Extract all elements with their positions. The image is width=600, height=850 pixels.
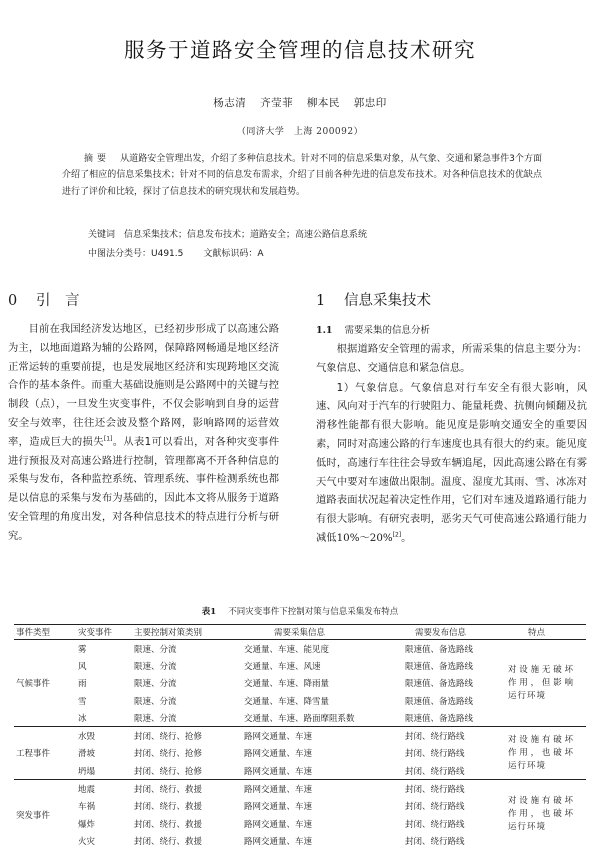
abstract-text: 从道路安全管理出发，介绍了多种信息技术。针对不同的信息采集对象，从气象、交通和紧急事件3个方面介绍了相应的信息采集技术；针对不同的信息发布需求，介绍了目前各种先进的信息发布技术。对各种信息技术的优缺点进行了评价和比较，探讨了信息技术的研究现状和发展趋势。 xyxy=(62,154,542,197)
table-number: 表1 xyxy=(201,607,217,617)
table-caption-text: 不同灾变事件下控制对策与信息采集发布特点 xyxy=(228,607,399,617)
event-cell: 火灾 xyxy=(78,836,96,847)
abstract xyxy=(62,151,542,200)
table-row xyxy=(14,727,586,745)
paper-title: 服务于道路安全管理的信息技术研究 xyxy=(124,38,476,62)
publish-info-cell: 限速值、备选路线 xyxy=(405,679,474,690)
intro-citation: [1] xyxy=(103,435,113,443)
event-cell: 雨 xyxy=(78,679,87,690)
affiliation-zip: 200092 xyxy=(316,127,354,137)
collect-info-cell: 路网交通量、车速 xyxy=(244,802,313,813)
abstract-label: 摘要 xyxy=(84,154,111,164)
table-row xyxy=(14,640,586,658)
keywords xyxy=(88,227,558,240)
table-row xyxy=(14,692,586,709)
event-type-cell: 工程事件 xyxy=(14,727,78,780)
paper-affiliation xyxy=(0,124,600,137)
feature-cell: 对设施无破坏作用，但影响运行环境 xyxy=(508,664,574,701)
control-cell: 封闭、绕行、抢修 xyxy=(134,766,203,777)
classification xyxy=(88,246,558,259)
keywords-label: 关键词 xyxy=(88,230,116,240)
event-table xyxy=(14,624,586,850)
event-cell: 风 xyxy=(78,661,87,672)
table-row xyxy=(14,762,586,780)
keywords-text: 信息采集技术；信息发布技术；道路安全；高速公路信息系统 xyxy=(124,230,368,240)
table-header: 事件类型 xyxy=(14,625,78,640)
doc-code-label: 文献标识码： xyxy=(203,249,258,259)
weather-end: 。 xyxy=(401,531,412,544)
event-type-cell: 突发事件 xyxy=(14,780,78,850)
control-cell: 封闭、绕行、救援 xyxy=(134,836,203,847)
subsection-heading xyxy=(316,323,587,339)
collect-info-cell: 交通量、车速、风速 xyxy=(244,661,321,672)
intro-text-a: 目前在我国经济发达地区，已经初步形成了以高速公路为主，以地面道路为辅的公路网，保障路网畅通是地区经济正常运转的重要前提，也是发展地区经济和实现跨地区交流合作的基本条件。而重大基础设施则是公路网中的关键与控制段（点），一旦发生灾变事件，不仅会影响到自身的运营安全与效率，往往还会波及整个路网，影响路网的运营效率，造成巨大的损失 xyxy=(8,323,279,448)
table-row xyxy=(14,780,586,798)
control-cell: 封闭、绕行、救援 xyxy=(134,780,244,798)
section1-paragraph-2 xyxy=(316,379,587,548)
intro-heading xyxy=(8,290,279,312)
table-row xyxy=(14,657,586,674)
collect-info-cell: 路网交通量、车速 xyxy=(244,836,313,847)
control-cell: 限速、分流 xyxy=(134,696,177,707)
paper-authors: 杨志清 齐莹菲 柳本民 郭忠印 xyxy=(213,97,387,109)
table-row xyxy=(14,745,586,762)
intro-paragraph xyxy=(8,320,279,546)
control-cell: 封闭、绕行、救援 xyxy=(134,802,203,813)
clc-label: 中图法分类号： xyxy=(88,249,152,259)
table-row xyxy=(14,675,586,692)
table-header: 灾变事件 xyxy=(78,625,134,640)
publish-info-cell: 封闭、绕行路线 xyxy=(405,749,465,760)
control-cell: 限速、分流 xyxy=(134,661,177,672)
intro-title: 引 言 xyxy=(36,293,80,309)
doc-code: A xyxy=(257,249,264,259)
table-caption xyxy=(0,605,600,617)
affiliation-text: （同济大学 上海 xyxy=(236,127,317,137)
publish-info-cell: 封闭、绕行路线 xyxy=(405,802,465,813)
control-cell: 限速、分流 xyxy=(134,679,177,690)
table-header: 需要发布信息 xyxy=(405,625,508,640)
weather-text: 1）气象信息。气象信息对行车安全有很大影响，风速、风向对于汽车的行驶阻力、能量耗费、抗侧向倾翻及抗滑移性能都有很大影响。能见度是影响交通安全的重要因素，同时对高速公路的行车速度也具有很大的约束。能见度低时，高速行车往往会导致车辆追尾，因此高速公路在有雾天气中要对车速做出限制。温度、湿度尤其雨、雪、冰冻对道路表面状况起着决定性作用，它们对车速及道路通行能力有很大影响。有研究表明，恶劣天气可使高速公路通行能力减低 xyxy=(316,381,587,544)
collect-info-cell: 路网交通量、车速 xyxy=(244,766,313,777)
event-cell: 坍塌 xyxy=(78,766,96,777)
table-row xyxy=(14,798,586,815)
collect-info-cell: 交通量、车速、路面摩阻系数 xyxy=(244,713,355,724)
clc-code: U491.5 xyxy=(151,249,184,259)
feature-cell: 对设施有破坏作用，也破坏运行环境 xyxy=(508,780,586,850)
control-cell: 封闭、绕行、救援 xyxy=(134,819,203,830)
collect-info-cell: 交通量、车速、降雪量 xyxy=(244,696,330,707)
publish-info-cell: 封闭、绕行路线 xyxy=(405,766,465,777)
publish-info-cell: 限速值、备选路线 xyxy=(405,696,474,707)
subsection-number: 1.1 xyxy=(316,325,333,336)
event-cell: 冰 xyxy=(78,713,87,724)
publish-info-cell: 限速值、备选路线 xyxy=(405,644,474,655)
control-cell: 封闭、绕行、抢修 xyxy=(134,727,244,745)
publish-info-cell: 封闭、绕行路线 xyxy=(405,727,508,745)
collect-info-cell: 交通量、车速、降雨量 xyxy=(244,679,330,690)
section1-number: 1 xyxy=(316,293,326,309)
event-cell: 滑坡 xyxy=(78,749,96,760)
intro-text-b: 。从表1可以看出，对各种灾变事件进行预报及对高速公路进行控制，管理都离不开各种信息的采集与发布，各种监控系统、管理系统、事件检测系统也都是以信息的采集与发布为基础的，因此本文将从服务于道路安全管理的角度出发，对各种信息技术的特点进行分析与研究。 xyxy=(8,435,280,542)
publish-info-cell: 限速值、备选路线 xyxy=(405,713,474,724)
publish-info-cell: 限速值、备选路线 xyxy=(405,661,474,672)
table-body xyxy=(14,640,586,850)
table-row xyxy=(14,709,586,727)
collect-info-cell: 路网交通量、车速 xyxy=(244,727,405,745)
publish-info-cell: 封闭、绕行路线 xyxy=(405,819,465,830)
section1-heading xyxy=(316,290,587,312)
table-header-row xyxy=(14,625,586,640)
control-cell: 限速、分流 xyxy=(134,644,177,655)
right-column xyxy=(316,290,587,548)
collect-info-cell: 交通量、车速、能见度 xyxy=(244,644,330,655)
event-cell: 水毁 xyxy=(78,727,134,745)
event-cell: 雪 xyxy=(78,696,87,707)
event-type-cell: 气候事件 xyxy=(16,679,51,690)
control-cell: 封闭、绕行、抢修 xyxy=(134,749,203,760)
collect-info-cell: 路网交通量、车速 xyxy=(244,780,405,798)
table-header: 特点 xyxy=(508,625,586,640)
event-cell: 爆炸 xyxy=(78,819,96,830)
control-cell: 限速、分流 xyxy=(134,713,177,724)
intro-number: 0 xyxy=(8,293,18,309)
section1-paragraph-1: 根据道路安全管理的需求，所需采集的信息主要分为：气象信息、交通信息和紧急信息。 xyxy=(316,343,587,374)
table-header: 主要控制对策类别 xyxy=(134,625,244,640)
event-cell: 雾 xyxy=(78,644,87,655)
subsection-title: 需要采集的信息分析 xyxy=(344,325,431,336)
left-column xyxy=(8,290,279,546)
collect-info-cell: 路网交通量、车速 xyxy=(244,819,313,830)
weather-percent: 10%～20% xyxy=(336,531,393,544)
publish-info-cell: 封闭、绕行路线 xyxy=(405,780,508,798)
feature-cell: 对设施有破坏作用，也破坏运行环境 xyxy=(508,727,586,780)
table-row xyxy=(14,832,586,849)
affiliation-close: ） xyxy=(353,127,364,137)
weather-citation: [2] xyxy=(392,531,402,539)
table-row xyxy=(14,815,586,832)
event-cell: 地震 xyxy=(78,780,134,798)
section1-title: 信息采集技术 xyxy=(344,293,431,309)
publish-info-cell: 封闭、绕行路线 xyxy=(405,836,465,847)
collect-info-cell: 路网交通量、车速 xyxy=(244,749,313,760)
event-cell: 车祸 xyxy=(78,802,96,813)
table-header: 需要采集信息 xyxy=(244,625,405,640)
